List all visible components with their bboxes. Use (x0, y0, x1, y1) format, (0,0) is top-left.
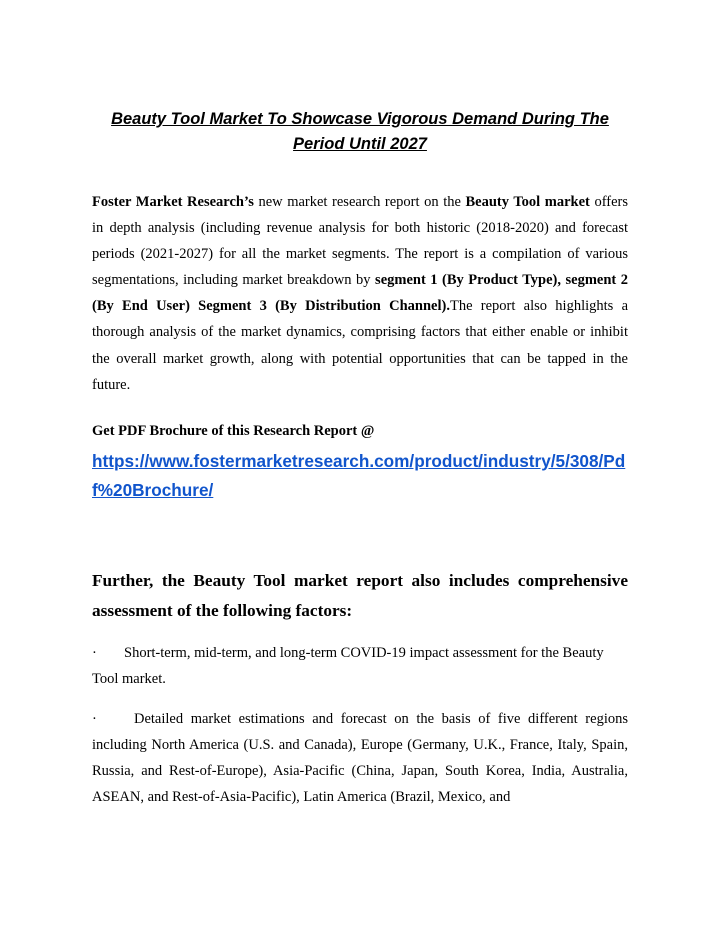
bullet-item (92, 706, 628, 810)
factors-heading: Further, the Beauty Tool market report also includes comprehensive assessment of the following factors: (92, 571, 628, 620)
company-name: Foster Market Research’s (92, 194, 254, 210)
intro-text-3: The report also highlights a thorough analysis of the market dynamics, comprising factors that either enable or inhibit the overall market growth, along with potential opportunities that can be tapped in the future. (92, 298, 629, 393)
bullet-item (92, 640, 628, 692)
intro-text-1: new market research report on the (253, 194, 466, 210)
bullet-text: Detailed market estimations and forecast on the basis of five different regions including North America (U.S. and Canada), Europe (Germany, U.K., France, Italy, Spain, Russia, and Rest-of-Europe), Asia-Pacific (China, Japan, South Korea, India, Australia, ASEAN, and Rest-of-Asia-Pacific), Latin America (Brazil, Mexico, and (92, 711, 628, 806)
bullet-dot: · (92, 711, 97, 727)
bullet-text: Short-term, mid-term, and long-term COVID-19 impact assessment for the Beauty Tool market. (92, 645, 604, 688)
pdf-brochure-label: Get PDF Brochure of this Research Report @ (92, 423, 375, 439)
intro-text-2: offers in depth analysis (including revenue analysis for both historic (2018-2020) and forecast periods (2021-2027) for all the market segments. The report is a compilation of various segmentations, including market breakdown by (92, 194, 628, 289)
pdf-brochure-link[interactable]: https://www.fostermarketresearch.com/product/industry/5/308/Pdf%20Brochure/ (92, 451, 626, 500)
document-title: Beauty Tool Market To Showcase Vigorous Demand During The Period Until 2027 (111, 110, 609, 153)
bullet-dot: · (92, 645, 97, 661)
intro-paragraph (92, 189, 628, 398)
segments-text: segment 1 (By Product Type), segment 2 (By End User) Segment 3 (By Distribution Channel). (92, 272, 628, 315)
market-name: Beauty Tool market (465, 194, 590, 210)
